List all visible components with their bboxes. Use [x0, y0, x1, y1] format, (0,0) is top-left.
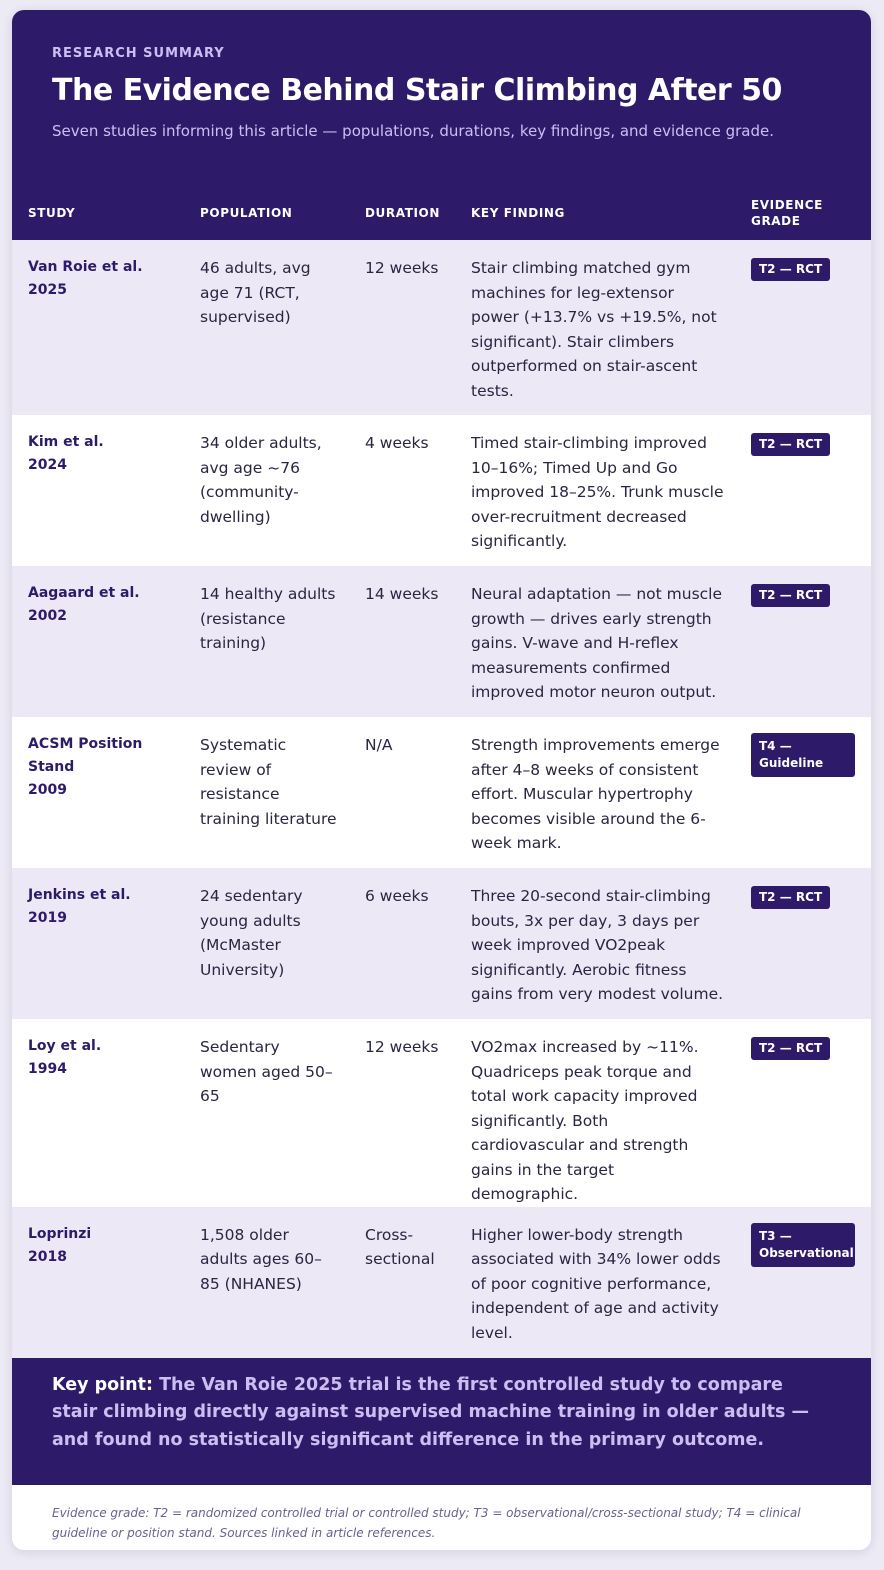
finding-cell: Three 20-second stair-climbing bouts, 3x per day, 3 days per week improved VO2peak significantly. Aerobic fitness gains from very modest volume.	[471, 887, 724, 1003]
finding-cell: Stair climbing matched gym machines for leg-extensor power (+13.7% vs +19.5%, not significant). Stair climbers outperformed on stair-ascent tests.	[471, 259, 717, 400]
research-summary-card	[12, 10, 871, 1550]
grade-badge: T2 — RCT	[751, 258, 830, 281]
grade-cell	[735, 1019, 871, 1207]
duration-cell: 12 weeks	[365, 259, 439, 277]
table-header-row	[12, 186, 871, 240]
summary-header	[12, 10, 871, 186]
population-cell: Sedentary women aged 50–65	[200, 1038, 333, 1105]
grade-badge: T2 — RCT	[751, 886, 830, 909]
table-row	[12, 566, 871, 717]
grade-badge: T3 — Observational	[751, 1223, 855, 1267]
finding-cell: Neural adaptation — not muscle growth — drives early strength gains. V-wave and H-reflex measurements confirmed improved motor neuron output.	[471, 585, 723, 701]
column-header-key-finding: KEY FINDING	[471, 205, 565, 220]
table-row	[12, 240, 871, 415]
study-year: 2025	[28, 282, 67, 298]
footnote-section	[12, 1485, 871, 1551]
finding-cell: Higher lower-body strength associated with 34% lower odds of poor cognitive performance, independent of age and activity level.	[471, 1225, 721, 1342]
grade-cell	[735, 566, 871, 717]
population-cell: 1,508 older adults ages 60–85 (NHANES)	[200, 1225, 322, 1293]
footnote: Evidence grade: T2 = randomized controlled trial or controlled study; T3 = observational/cross-sectional study; T4 = clinical guideline or position stand. Sources linked in article references.	[52, 1505, 801, 1540]
study-cell	[12, 717, 184, 868]
study-year: 2019	[28, 910, 67, 926]
population-cell: 46 adults, avg age 71 (RCT, supervised)	[200, 259, 311, 326]
grade-cell	[735, 717, 871, 868]
study-year: 2018	[28, 1248, 67, 1265]
study-year: 2002	[28, 608, 67, 624]
table-row	[12, 717, 871, 868]
table-row	[12, 1207, 871, 1358]
population-cell: Systematic review of resistance training literature	[200, 736, 337, 828]
study-cell	[12, 1207, 184, 1358]
duration-cell: 6 weeks	[365, 887, 429, 905]
grade-badge: T2 — RCT	[751, 584, 830, 607]
duration-cell: Cross-sectional	[365, 1225, 435, 1268]
studies-table	[12, 186, 871, 1358]
page-title: The Evidence Behind Stair Climbing After 50	[52, 73, 782, 108]
grade-cell	[735, 1207, 871, 1358]
study-name: Kim et al.	[28, 434, 104, 450]
study-name: Van Roie et al.	[28, 259, 143, 275]
column-header-evidence-grade: EVIDENCE GRADE	[751, 197, 823, 228]
study-cell	[12, 1019, 184, 1207]
grade-badge: T2 — RCT	[751, 1037, 830, 1060]
grade-cell	[735, 240, 871, 415]
study-cell	[12, 566, 184, 717]
study-year: 2009	[28, 782, 67, 798]
finding-cell: Strength improvements emerge after 4–8 weeks of consistent effort. Muscular hypertrophy becomes visible around the 6-week mark.	[471, 736, 720, 852]
study-name: ACSM Position Stand	[28, 736, 143, 775]
study-cell	[12, 415, 184, 566]
key-point-callout	[12, 1358, 871, 1485]
finding-cell: VO2max increased by ~11%. Quadriceps peak torque and total work capacity improved significantly. Both cardiovascular and strength gains in the target demographic.	[471, 1038, 699, 1203]
study-cell	[12, 868, 184, 1019]
population-cell: 24 sedentary young adults (McMaster University)	[200, 887, 303, 979]
study-year: 1994	[28, 1061, 67, 1077]
study-name: Jenkins et al.	[28, 887, 131, 903]
study-name: Loprinzi	[28, 1225, 92, 1242]
population-cell: 34 older adults, avg age ~76 (community-dwelling)	[200, 434, 322, 526]
key-point-text: The Van Roie 2025 trial is the first controlled study to compare stair climbing directly against supervised machine training in older adults — and found no statistically significant difference in the primary outcome.	[52, 1374, 809, 1450]
grade-cell	[735, 868, 871, 1019]
table-row	[12, 415, 871, 566]
page-subtitle: Seven studies informing this article — populations, durations, key findings, and evidence grade.	[52, 122, 775, 140]
table-row	[12, 1019, 871, 1207]
finding-cell: Timed stair-climbing improved 10–16%; Timed Up and Go improved 18–25%. Trunk muscle over-recruitment decreased significantly.	[471, 434, 724, 550]
eyebrow-label: RESEARCH SUMMARY	[52, 46, 225, 61]
study-year: 2024	[28, 457, 67, 473]
column-header-study: STUDY	[28, 205, 76, 220]
duration-cell: N/A	[365, 736, 393, 754]
key-point-text-block	[52, 1372, 831, 1455]
study-name: Loy et al.	[28, 1038, 102, 1054]
population-cell: 14 healthy adults (resistance training)	[200, 585, 336, 652]
column-header-population: POPULATION	[200, 205, 293, 220]
grade-badge: T2 — RCT	[751, 433, 830, 456]
duration-cell: 12 weeks	[365, 1038, 439, 1056]
duration-cell: 4 weeks	[365, 434, 429, 452]
grade-cell	[735, 415, 871, 566]
study-cell	[12, 240, 184, 415]
study-name: Aagaard et al.	[28, 585, 140, 601]
grade-badge: T4 — Guideline	[751, 733, 855, 777]
table-row	[12, 868, 871, 1019]
key-point-label: Key point:	[52, 1374, 153, 1395]
column-header-duration: DURATION	[365, 205, 440, 220]
duration-cell: 14 weeks	[365, 585, 439, 603]
